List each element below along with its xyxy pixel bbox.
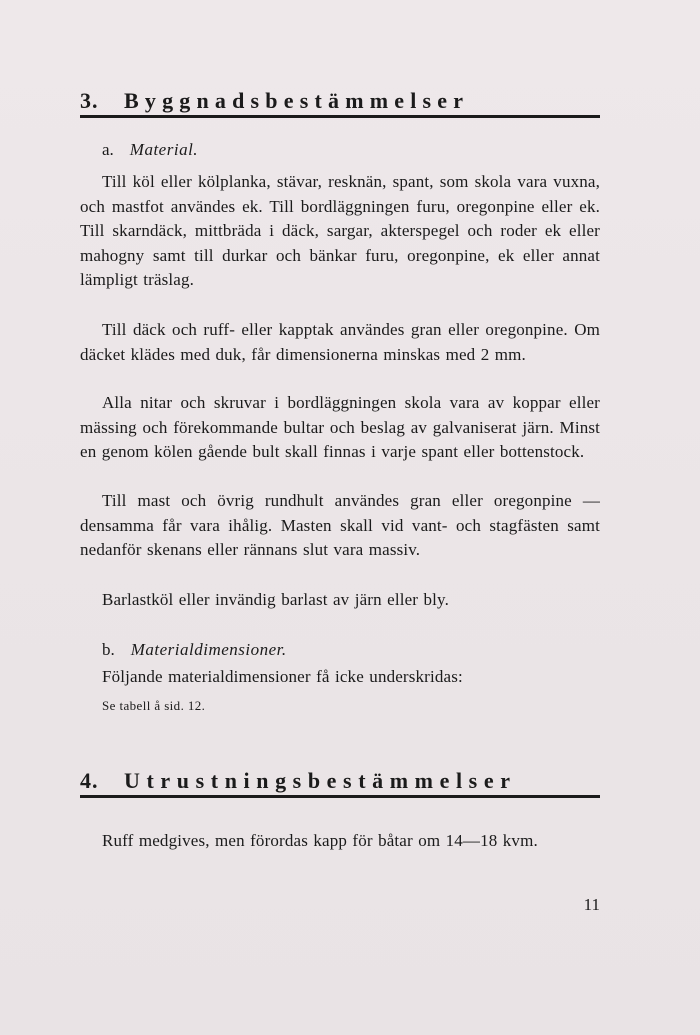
paragraph-mast: Till mast och övrig rundhult användes gran eller oregonpine — densamma får vara ihålig. Masten skall vid vant- och stagfästen samt nedanför skenans eller rännans slut vara massiv. <box>80 491 600 560</box>
subsection-b-heading <box>102 638 287 662</box>
section-4-number: 4. <box>80 768 99 793</box>
subsection-a-heading <box>102 138 198 162</box>
paragraph-ballast: Barlastköl eller invändig barlast av järn eller bly. <box>102 590 449 609</box>
subsection-b-title: Materialdimensioner. <box>130 640 287 659</box>
paragraph-deck: Till däck och ruff- eller kapptak användes gran eller oregonpine. Om däcket klädes med duk, får dimensionerna minskas med 2 mm. <box>80 320 600 364</box>
subsection-a-title: Material. <box>129 140 199 159</box>
subsection-a-letter: a. <box>102 140 114 159</box>
page-number: 11 <box>583 895 600 914</box>
section-4-heading <box>80 768 600 798</box>
subsection-b-letter: b. <box>102 640 115 659</box>
paragraph-equipment: Ruff medgives, men förordas kapp för båtar om 14—18 kvm. <box>102 831 538 850</box>
paragraph-rivets: Alla nitar och skruvar i bordläggningen skola vara av koppar eller mässing och förekommande bultar och beslag av galvaniserat järn. Minst en genom kölen gående bult skall finnas i varje spant eller bottenstock. <box>80 393 600 462</box>
paragraph-dimensions: Följande materialdimensioner få icke underskridas: <box>102 667 463 686</box>
section-4-title: Utrustningsbestämmelser <box>124 768 517 793</box>
paragraph-material-wood: Till köl eller kölplanka, stävar, resknän, spant, som skola vara vuxna, och mastfot användes ek. Till bordläggningen furu, oregonpine eller ek. Till skarndäck, mittbräda i däck, sargar, akterspegel och roder ek eller mahogny samt till durkar och bänkar furu, oregonpine, ek eller annat lämpligt träslag. <box>80 172 600 290</box>
section-3-heading <box>80 88 600 118</box>
section-3-number: 3. <box>80 88 99 113</box>
table-reference-note: Se tabell å sid. 12. <box>102 698 206 713</box>
section-3-title: Byggnadsbestämmelser <box>124 88 470 113</box>
